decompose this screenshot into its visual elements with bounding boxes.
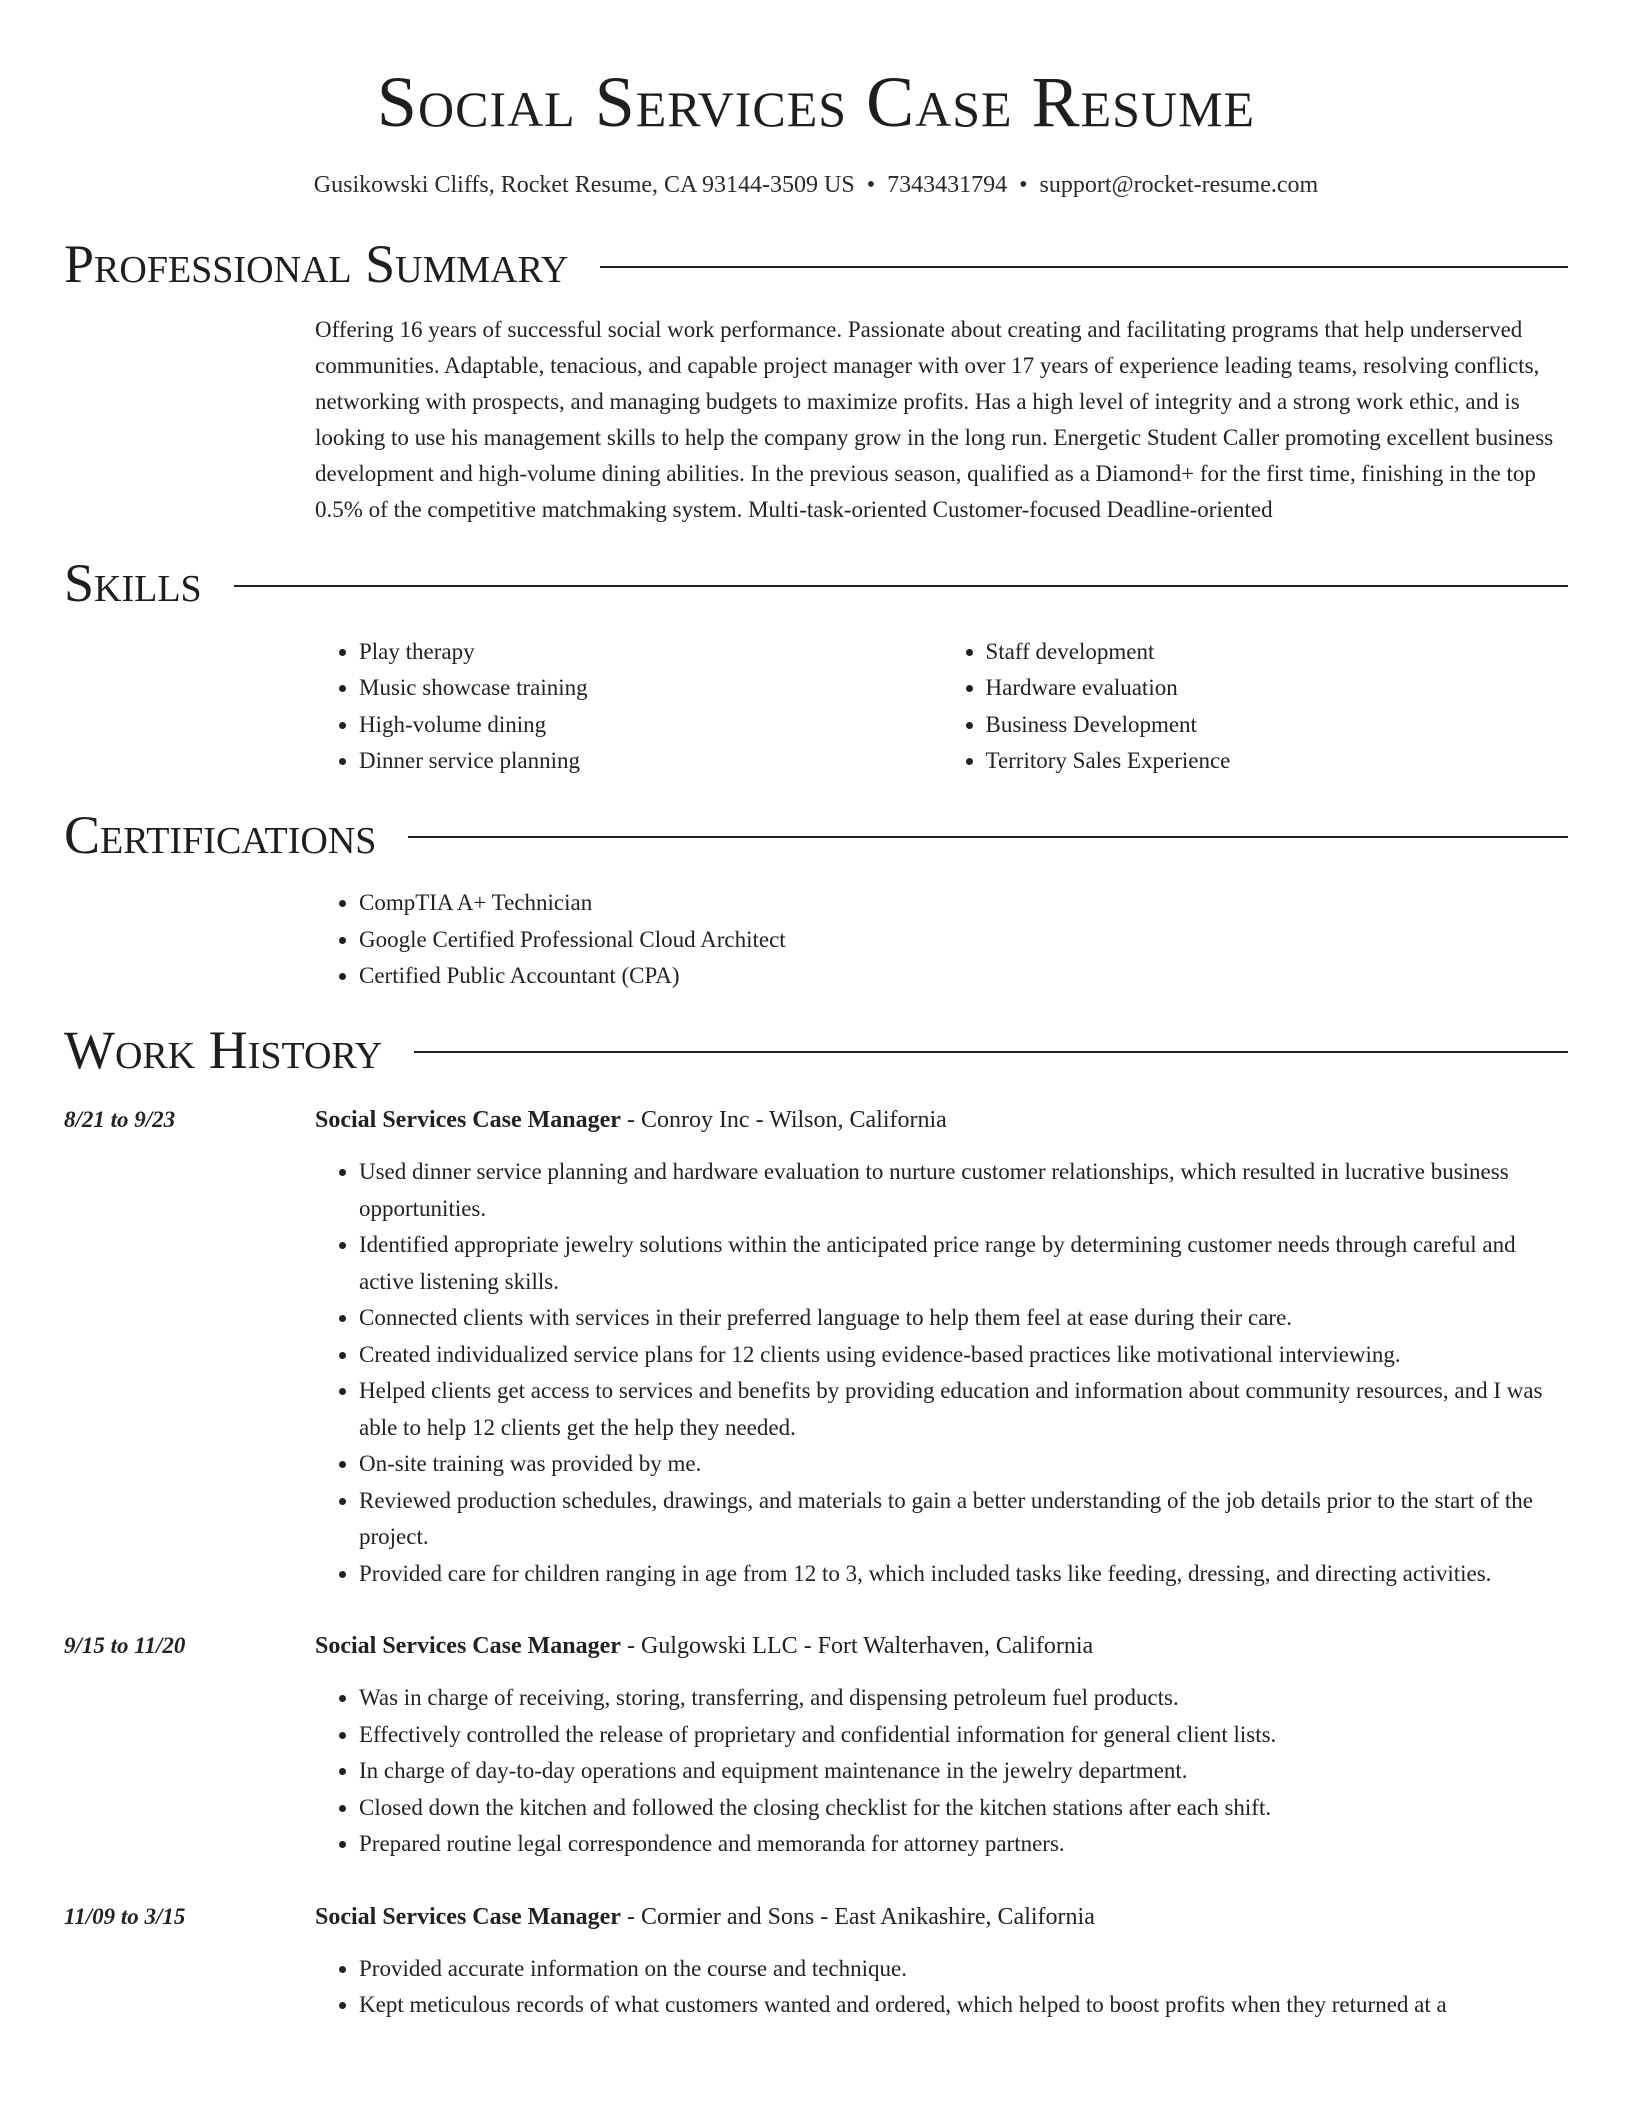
section-divider bbox=[234, 585, 1568, 587]
job-dates: 9/15 to 11/20 bbox=[64, 1633, 186, 1659]
job-dates: 8/21 to 9/23 bbox=[64, 1107, 176, 1133]
skill-item: • Staff development bbox=[986, 634, 1569, 671]
work-heading: Work History bbox=[64, 1019, 383, 1080]
summary-section-header bbox=[64, 235, 1568, 294]
job-bullet: • Provided care for children ranging in age from 12 to 3, which included tasks like feeding, dressing, and directing activities. bbox=[359, 1556, 1568, 1593]
job-bullet: • On-site training was provided by me. bbox=[359, 1446, 1568, 1483]
certifications-block bbox=[315, 885, 1568, 995]
section-divider bbox=[408, 836, 1568, 838]
job-title: Social Services Case Manager bbox=[315, 1107, 621, 1134]
job-entry bbox=[64, 1102, 1568, 1592]
job-bullet: • Identified appropriate jewelry solutions within the anticipated price range by determining customer needs through careful and active listening skills. bbox=[359, 1227, 1568, 1300]
skill-item: • Music showcase training bbox=[359, 670, 942, 707]
phone: 7343431794 bbox=[887, 172, 1008, 198]
skill-item: • Hardware evaluation bbox=[986, 670, 1569, 707]
job-entry bbox=[64, 1628, 1568, 1863]
certification-item: • Google Certified Professional Cloud Architect bbox=[359, 922, 1568, 959]
work-section-header bbox=[64, 1021, 1568, 1080]
job-bullets bbox=[315, 1154, 1568, 1592]
job-bullet: • Was in charge of receiving, storing, transferring, and dispensing petroleum fuel products. bbox=[359, 1680, 1568, 1717]
contact-separator: • bbox=[1019, 172, 1028, 198]
skill-item: • Dinner service planning bbox=[359, 743, 942, 780]
skill-item: • Business Development bbox=[986, 707, 1569, 744]
skill-item: • Territory Sales Experience bbox=[986, 743, 1569, 780]
job-title: Social Services Case Manager bbox=[315, 1903, 621, 1930]
job-bullet: • Connected clients with services in their preferred language to help them feel at ease during their care. bbox=[359, 1300, 1568, 1337]
job-bullet: • Created individualized service plans for 12 clients using evidence-based practices like motivational interviewing. bbox=[359, 1337, 1568, 1374]
section-divider bbox=[600, 266, 1568, 268]
contact-line bbox=[64, 172, 1568, 199]
summary-heading: Professional Summary bbox=[64, 234, 569, 294]
section-divider bbox=[414, 1051, 1568, 1053]
resume-title: Social Services Case Resume bbox=[376, 62, 1256, 142]
contact-separator: • bbox=[866, 172, 876, 198]
job-body bbox=[315, 1899, 1568, 2024]
certification-item: • Certified Public Accountant (CPA) bbox=[359, 958, 1568, 995]
summary-text: Offering 16 years of successful social work performance. Passionate about creating and facilitating programs that help underserved communities. Adaptable, tenacious, and capable project manager with over 17 years of experience leading teams, resolving conflicts, networking with prospects, and managing budgets to maximize profits. Has a high level of integrity and a strong work ethic, and is looking to use his management skills to help the company grow in the long run. Energetic Student Caller promoting excellent business development and high-volume dining abilities. In the previous season, qualified as a Diamond+ for the first time, finishing in the top 0.5% of the competitive matchmaking system. Multi-task-oriented Customer-focused Deadline-oriented bbox=[315, 317, 1554, 523]
email-link[interactable]: support@rocket-resume.com bbox=[1039, 172, 1319, 198]
job-employer: Conroy Inc - Wilson, California bbox=[640, 1107, 947, 1134]
job-header: Social Services Case Manager - Gulgowski LLC - Fort Walterhaven, California bbox=[315, 1633, 1094, 1660]
resume-page bbox=[64, 0, 1568, 2024]
skills-grid bbox=[315, 634, 1568, 780]
job-title: Social Services Case Manager bbox=[315, 1633, 621, 1660]
job-header: Social Services Case Manager - Conroy Inc - Wilson, California bbox=[315, 1107, 947, 1134]
skills-section-header bbox=[64, 554, 1568, 613]
certification-item: • CompTIA A+ Technician bbox=[359, 885, 1568, 922]
job-body bbox=[315, 1628, 1568, 1863]
certifications-heading: Certifications bbox=[64, 804, 377, 865]
job-bullet: • Helped clients get access to services and benefits by providing education and information about community resources, and I was able to help 12 clients get the help they needed. bbox=[359, 1373, 1568, 1446]
job-bullet: • Provided accurate information on the course and technique. bbox=[359, 1951, 1568, 1988]
skills-list-right bbox=[942, 634, 1569, 780]
job-bullet: • In charge of day-to-day operations and equipment maintenance in the jewelry department. bbox=[359, 1753, 1568, 1790]
skills-heading: Skills bbox=[64, 553, 202, 614]
skills-list-left bbox=[315, 634, 942, 780]
job-bullet: • Kept meticulous records of what customers wanted and ordered, which helped to boost profits when they returned at a bbox=[359, 1987, 1568, 2024]
job-bullet: • Effectively controlled the release of proprietary and confidential information for general client lists. bbox=[359, 1717, 1568, 1754]
skill-item: • Play therapy bbox=[359, 634, 942, 671]
certifications-list bbox=[315, 885, 1568, 995]
job-body bbox=[315, 1102, 1568, 1592]
job-bullet: • Reviewed production schedules, drawings, and materials to gain a better understanding of the job details prior to the start of the project. bbox=[359, 1483, 1568, 1556]
skill-item: • High-volume dining bbox=[359, 707, 942, 744]
job-employer: Gulgowski LLC - Fort Walterhaven, California bbox=[640, 1633, 1094, 1660]
address: Gusikowski Cliffs, Rocket Resume, CA 93144-3509 US bbox=[313, 172, 855, 198]
job-bullets bbox=[315, 1680, 1568, 1863]
job-bullet: • Closed down the kitchen and followed the closing checklist for the kitchen stations after each shift. bbox=[359, 1790, 1568, 1827]
job-bullets bbox=[315, 1951, 1568, 2024]
job-employer: Cormier and Sons - East Anikashire, California bbox=[640, 1903, 1095, 1930]
job-bullet: • Used dinner service planning and hardware evaluation to nurture customer relationships, which resulted in lucrative business opportunities. bbox=[359, 1154, 1568, 1227]
job-entry bbox=[64, 1899, 1568, 2024]
job-header: Social Services Case Manager - Cormier and Sons - East Anikashire, California bbox=[315, 1903, 1095, 1930]
certifications-section-header bbox=[64, 806, 1568, 865]
job-bullet: • Prepared routine legal correspondence and memoranda for attorney partners. bbox=[359, 1826, 1568, 1863]
job-dates: 11/09 to 3/15 bbox=[64, 1903, 186, 1929]
